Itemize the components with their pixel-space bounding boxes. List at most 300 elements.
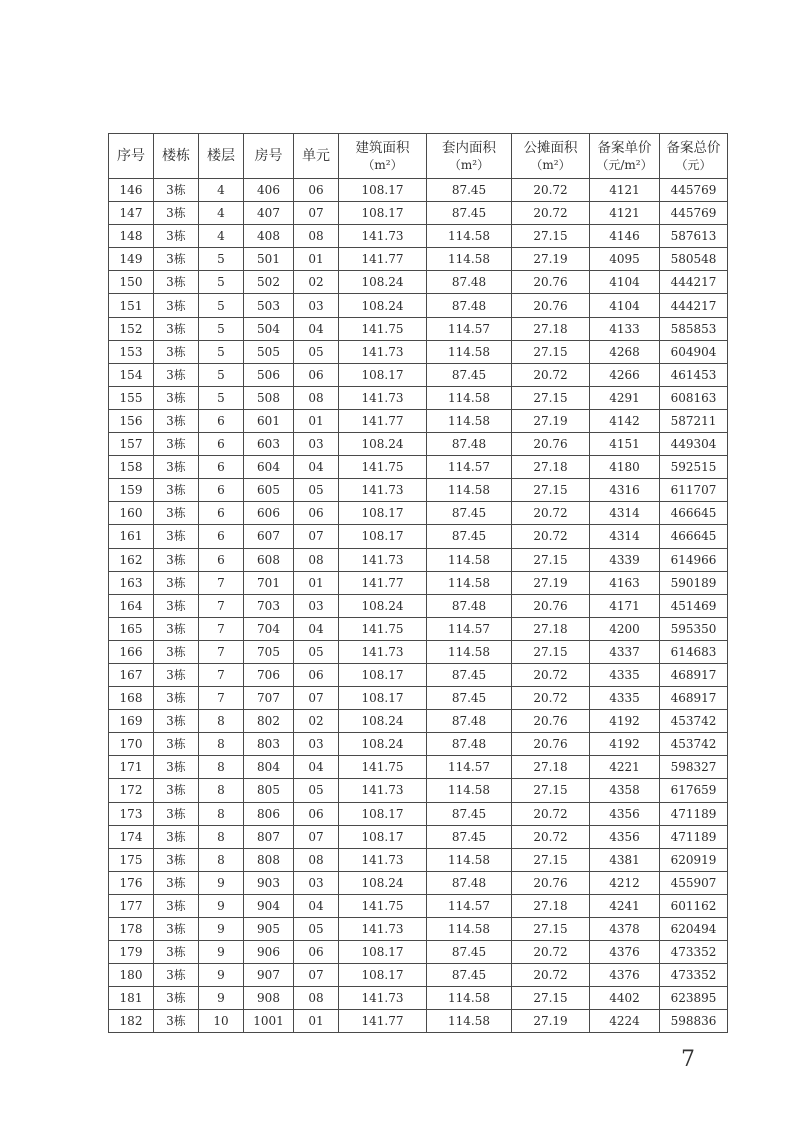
table-cell: 7: [199, 594, 244, 617]
table-row: [109, 502, 728, 525]
table-row: [109, 179, 728, 202]
table-cell: 07: [294, 964, 339, 987]
table-cell: 181: [109, 987, 154, 1010]
table-cell: 141.73: [339, 340, 427, 363]
table-cell: 20.72: [512, 363, 590, 386]
table-cell: 590189: [660, 571, 728, 594]
table-cell: 4376: [590, 964, 660, 987]
table-cell: 4095: [590, 248, 660, 271]
table-cell: 01: [294, 571, 339, 594]
table-cell: 20.72: [512, 202, 590, 225]
table-cell: 87.45: [427, 525, 512, 548]
table-row: [109, 756, 728, 779]
table-cell: 3栋: [154, 825, 199, 848]
table-cell: 149: [109, 248, 154, 271]
table-cell: 3栋: [154, 479, 199, 502]
table-cell: 141.73: [339, 548, 427, 571]
table-cell: 6: [199, 433, 244, 456]
table-cell: 170: [109, 733, 154, 756]
table-cell: 4133: [590, 317, 660, 340]
column-header: 房号: [244, 134, 294, 179]
table-cell: 164: [109, 594, 154, 617]
table-row: [109, 733, 728, 756]
table-cell: 108.17: [339, 687, 427, 710]
table-cell: 27.15: [512, 225, 590, 248]
table-cell: 444217: [660, 294, 728, 317]
column-header: 单元: [294, 134, 339, 179]
table-cell: 3栋: [154, 340, 199, 363]
table-cell: 141.77: [339, 571, 427, 594]
table-cell: 20.76: [512, 294, 590, 317]
table-cell: 4146: [590, 225, 660, 248]
table-cell: 905: [244, 918, 294, 941]
table-cell: 158: [109, 456, 154, 479]
table-cell: 598836: [660, 1010, 728, 1033]
table-cell: 703: [244, 594, 294, 617]
table-row: [109, 433, 728, 456]
table-row: [109, 848, 728, 871]
table-cell: 4314: [590, 525, 660, 548]
table-cell: 4335: [590, 687, 660, 710]
table-cell: 177: [109, 894, 154, 917]
table-row: [109, 409, 728, 432]
table-cell: 701: [244, 571, 294, 594]
table-cell: 471189: [660, 825, 728, 848]
table-cell: 807: [244, 825, 294, 848]
table-cell: 01: [294, 248, 339, 271]
table-cell: 608: [244, 548, 294, 571]
table-cell: 27.18: [512, 617, 590, 640]
table-cell: 620919: [660, 848, 728, 871]
table-cell: 108.17: [339, 363, 427, 386]
table-cell: 141.73: [339, 779, 427, 802]
table-cell: 907: [244, 964, 294, 987]
table-cell: 20.76: [512, 433, 590, 456]
table-cell: 598327: [660, 756, 728, 779]
table-cell: 06: [294, 663, 339, 686]
table-cell: 3栋: [154, 294, 199, 317]
table-cell: 114.58: [427, 248, 512, 271]
table-cell: 20.76: [512, 594, 590, 617]
table-cell: 04: [294, 894, 339, 917]
table-cell: 3栋: [154, 848, 199, 871]
table-cell: 108.17: [339, 525, 427, 548]
table-cell: 4192: [590, 733, 660, 756]
table-cell: 9: [199, 941, 244, 964]
table-cell: 4224: [590, 1010, 660, 1033]
table-cell: 153: [109, 340, 154, 363]
table-cell: 4402: [590, 987, 660, 1010]
table-cell: 466645: [660, 502, 728, 525]
table-cell: 468917: [660, 663, 728, 686]
table-cell: 20.72: [512, 687, 590, 710]
table-cell: 179: [109, 941, 154, 964]
table-cell: 108.17: [339, 802, 427, 825]
table-cell: 27.19: [512, 1010, 590, 1033]
table-cell: 4200: [590, 617, 660, 640]
table-cell: 3栋: [154, 733, 199, 756]
table-cell: 141.73: [339, 479, 427, 502]
table-cell: 27.15: [512, 340, 590, 363]
table-cell: 6: [199, 548, 244, 571]
table-cell: 87.45: [427, 502, 512, 525]
table-cell: 9: [199, 918, 244, 941]
column-header-unit: （元）: [675, 158, 712, 172]
table-cell: 7: [199, 571, 244, 594]
table-cell: 705: [244, 640, 294, 663]
table-cell: 601162: [660, 894, 728, 917]
table-cell: 141.73: [339, 640, 427, 663]
column-header: [339, 134, 427, 179]
table-cell: 114.57: [427, 894, 512, 917]
column-header: [660, 134, 728, 179]
table-cell: 3栋: [154, 1010, 199, 1033]
table-cell: 3栋: [154, 202, 199, 225]
table-cell: 3栋: [154, 779, 199, 802]
table-cell: 108.17: [339, 179, 427, 202]
table-cell: 01: [294, 409, 339, 432]
table-cell: 20.76: [512, 733, 590, 756]
table-row: [109, 871, 728, 894]
table-row: [109, 941, 728, 964]
table-cell: 502: [244, 271, 294, 294]
table-cell: 07: [294, 202, 339, 225]
table-cell: 592515: [660, 456, 728, 479]
table-cell: 4291: [590, 386, 660, 409]
table-cell: 27.18: [512, 756, 590, 779]
column-header-unit: （元/m²）: [596, 158, 653, 172]
table-cell: 8: [199, 779, 244, 802]
table-cell: 87.45: [427, 687, 512, 710]
table-cell: 4142: [590, 409, 660, 432]
table-cell: 9: [199, 871, 244, 894]
table-cell: 05: [294, 918, 339, 941]
table-row: [109, 894, 728, 917]
column-header-unit: （m²）: [530, 158, 571, 172]
table-cell: 87.45: [427, 202, 512, 225]
table-cell: 168: [109, 687, 154, 710]
table-cell: 03: [294, 733, 339, 756]
table-cell: 05: [294, 340, 339, 363]
table-cell: 606: [244, 502, 294, 525]
table-cell: 108.24: [339, 433, 427, 456]
column-header-label: 公摊面积: [523, 140, 578, 156]
table-cell: 160: [109, 502, 154, 525]
table-cell: 4163: [590, 571, 660, 594]
table-cell: 161: [109, 525, 154, 548]
table-cell: 455907: [660, 871, 728, 894]
column-header: [427, 134, 512, 179]
table-cell: 87.48: [427, 594, 512, 617]
table-cell: 157: [109, 433, 154, 456]
table-cell: 141.75: [339, 894, 427, 917]
table-cell: 4376: [590, 941, 660, 964]
table-row: [109, 964, 728, 987]
table-cell: 3栋: [154, 248, 199, 271]
table-cell: 6: [199, 409, 244, 432]
table-cell: 114.58: [427, 1010, 512, 1033]
table-cell: 27.18: [512, 894, 590, 917]
table-cell: 4: [199, 225, 244, 248]
table-cell: 20.76: [512, 271, 590, 294]
table-cell: 87.45: [427, 363, 512, 386]
table-cell: 114.58: [427, 548, 512, 571]
table-cell: 152: [109, 317, 154, 340]
table-cell: 20.72: [512, 179, 590, 202]
table-cell: 05: [294, 640, 339, 663]
column-header: [590, 134, 660, 179]
table-cell: 27.19: [512, 409, 590, 432]
table-row: [109, 617, 728, 640]
table-cell: 108.17: [339, 825, 427, 848]
table-cell: 87.45: [427, 825, 512, 848]
table-cell: 3栋: [154, 409, 199, 432]
table-cell: 4104: [590, 271, 660, 294]
table-cell: 506: [244, 363, 294, 386]
table-cell: 87.45: [427, 964, 512, 987]
table-cell: 3栋: [154, 594, 199, 617]
table-cell: 451469: [660, 594, 728, 617]
table-cell: 8: [199, 756, 244, 779]
table-cell: 805: [244, 779, 294, 802]
table-cell: 605: [244, 479, 294, 502]
table-cell: 3栋: [154, 502, 199, 525]
table-cell: 5: [199, 386, 244, 409]
table-cell: 08: [294, 225, 339, 248]
table-cell: 3栋: [154, 179, 199, 202]
table-cell: 03: [294, 433, 339, 456]
table-cell: 4356: [590, 802, 660, 825]
table-cell: 3栋: [154, 456, 199, 479]
table-cell: 20.72: [512, 525, 590, 548]
table-cell: 20.76: [512, 710, 590, 733]
table-cell: 141.73: [339, 918, 427, 941]
table-cell: 165: [109, 617, 154, 640]
table-cell: 803: [244, 733, 294, 756]
table-row: [109, 202, 728, 225]
table-row: [109, 594, 728, 617]
table-cell: 114.58: [427, 779, 512, 802]
table-cell: 908: [244, 987, 294, 1010]
table-cell: 108.24: [339, 271, 427, 294]
table-cell: 141.73: [339, 386, 427, 409]
column-header-unit: （m²）: [448, 158, 490, 172]
table-cell: 604904: [660, 340, 728, 363]
table-cell: 27.15: [512, 987, 590, 1010]
table-cell: 03: [294, 871, 339, 894]
table-cell: 08: [294, 987, 339, 1010]
table-cell: 141.77: [339, 409, 427, 432]
table-cell: 114.58: [427, 640, 512, 663]
table-cell: 601: [244, 409, 294, 432]
table-cell: 3栋: [154, 964, 199, 987]
table-cell: 4314: [590, 502, 660, 525]
table-cell: 607: [244, 525, 294, 548]
table-cell: 87.45: [427, 179, 512, 202]
table-cell: 180: [109, 964, 154, 987]
table-cell: 617659: [660, 779, 728, 802]
table-cell: 114.58: [427, 225, 512, 248]
table-cell: 114.57: [427, 617, 512, 640]
table-row: [109, 317, 728, 340]
table-cell: 174: [109, 825, 154, 848]
table-cell: 146: [109, 179, 154, 202]
table-cell: 3栋: [154, 548, 199, 571]
table-cell: 27.15: [512, 386, 590, 409]
table-cell: 466645: [660, 525, 728, 548]
table-cell: 05: [294, 479, 339, 502]
table-cell: 806: [244, 802, 294, 825]
table-cell: 27.15: [512, 918, 590, 941]
table-row: [109, 525, 728, 548]
table-cell: 04: [294, 317, 339, 340]
table-cell: 154: [109, 363, 154, 386]
table-cell: 620494: [660, 918, 728, 941]
table-cell: 4339: [590, 548, 660, 571]
table-cell: 461453: [660, 363, 728, 386]
table-cell: 5: [199, 363, 244, 386]
table-cell: 4268: [590, 340, 660, 363]
table-cell: 704: [244, 617, 294, 640]
table-row: [109, 987, 728, 1010]
table-cell: 7: [199, 687, 244, 710]
table-cell: 06: [294, 802, 339, 825]
table-cell: 20.72: [512, 663, 590, 686]
table-cell: 151: [109, 294, 154, 317]
table-cell: 166: [109, 640, 154, 663]
table-cell: 6: [199, 479, 244, 502]
table-body: [109, 179, 728, 1033]
table-cell: 02: [294, 271, 339, 294]
table-cell: 453742: [660, 733, 728, 756]
table-cell: 9: [199, 987, 244, 1010]
table-cell: 06: [294, 502, 339, 525]
table-cell: 4180: [590, 456, 660, 479]
table-cell: 4121: [590, 202, 660, 225]
table-cell: 108.17: [339, 941, 427, 964]
table-row: [109, 663, 728, 686]
table-cell: 03: [294, 594, 339, 617]
table-cell: 114.58: [427, 340, 512, 363]
column-header: 楼栋: [154, 134, 199, 179]
table-cell: 6: [199, 502, 244, 525]
table-cell: 114.58: [427, 571, 512, 594]
table-cell: 453742: [660, 710, 728, 733]
table-cell: 3栋: [154, 687, 199, 710]
table-row: [109, 340, 728, 363]
table-cell: 06: [294, 179, 339, 202]
table-row: [109, 687, 728, 710]
header-row: [109, 134, 728, 179]
table-cell: 87.48: [427, 733, 512, 756]
table-cell: 114.58: [427, 386, 512, 409]
table-cell: 114.58: [427, 987, 512, 1010]
table-cell: 408: [244, 225, 294, 248]
table-cell: 87.48: [427, 871, 512, 894]
table-cell: 595350: [660, 617, 728, 640]
table-row: [109, 248, 728, 271]
table-cell: 05: [294, 779, 339, 802]
table-cell: 508: [244, 386, 294, 409]
table-cell: 611707: [660, 479, 728, 502]
table-cell: 04: [294, 756, 339, 779]
table-cell: 4358: [590, 779, 660, 802]
table-cell: 150: [109, 271, 154, 294]
table-cell: 5: [199, 340, 244, 363]
table-cell: 504: [244, 317, 294, 340]
table-cell: 501: [244, 248, 294, 271]
table-cell: 169: [109, 710, 154, 733]
table-cell: 4104: [590, 294, 660, 317]
table-cell: 27.15: [512, 479, 590, 502]
table-cell: 614966: [660, 548, 728, 571]
table-cell: 159: [109, 479, 154, 502]
column-header-unit: （m²）: [362, 158, 403, 172]
table-cell: 27.18: [512, 456, 590, 479]
column-header-label: 建筑面积: [355, 140, 410, 156]
table-cell: 3栋: [154, 871, 199, 894]
table-row: [109, 363, 728, 386]
table-cell: 172: [109, 779, 154, 802]
table-cell: 9: [199, 894, 244, 917]
table-cell: 87.45: [427, 802, 512, 825]
table-cell: 503: [244, 294, 294, 317]
table-row: [109, 294, 728, 317]
table-cell: 5: [199, 271, 244, 294]
table-cell: 141.73: [339, 225, 427, 248]
table-cell: 4337: [590, 640, 660, 663]
table-cell: 449304: [660, 433, 728, 456]
table-cell: 5: [199, 317, 244, 340]
table-cell: 4378: [590, 918, 660, 941]
table-cell: 27.15: [512, 848, 590, 871]
table-cell: 587613: [660, 225, 728, 248]
column-header-label: 备案总价: [666, 140, 721, 156]
table-cell: 147: [109, 202, 154, 225]
table-cell: 585853: [660, 317, 728, 340]
table-cell: 156: [109, 409, 154, 432]
table-cell: 802: [244, 710, 294, 733]
table-cell: 3栋: [154, 663, 199, 686]
table-cell: 580548: [660, 248, 728, 271]
table-row: [109, 548, 728, 571]
table-cell: 4266: [590, 363, 660, 386]
table-cell: 175: [109, 848, 154, 871]
table-cell: 176: [109, 871, 154, 894]
table-row: [109, 825, 728, 848]
table-cell: 108.24: [339, 594, 427, 617]
table-cell: 4192: [590, 710, 660, 733]
table-cell: 20.72: [512, 502, 590, 525]
table-cell: 445769: [660, 202, 728, 225]
table-cell: 9: [199, 964, 244, 987]
table-cell: 603: [244, 433, 294, 456]
column-header: 序号: [109, 134, 154, 179]
table-cell: 108.24: [339, 710, 427, 733]
table-row: [109, 271, 728, 294]
table-cell: 623895: [660, 987, 728, 1010]
table-cell: 10: [199, 1010, 244, 1033]
table-cell: 162: [109, 548, 154, 571]
table-cell: 163: [109, 571, 154, 594]
table-row: [109, 456, 728, 479]
table-cell: 27.19: [512, 571, 590, 594]
table-cell: 20.72: [512, 825, 590, 848]
table-cell: 3栋: [154, 756, 199, 779]
table-cell: 8: [199, 733, 244, 756]
table-cell: 108.17: [339, 964, 427, 987]
table-cell: 445769: [660, 179, 728, 202]
